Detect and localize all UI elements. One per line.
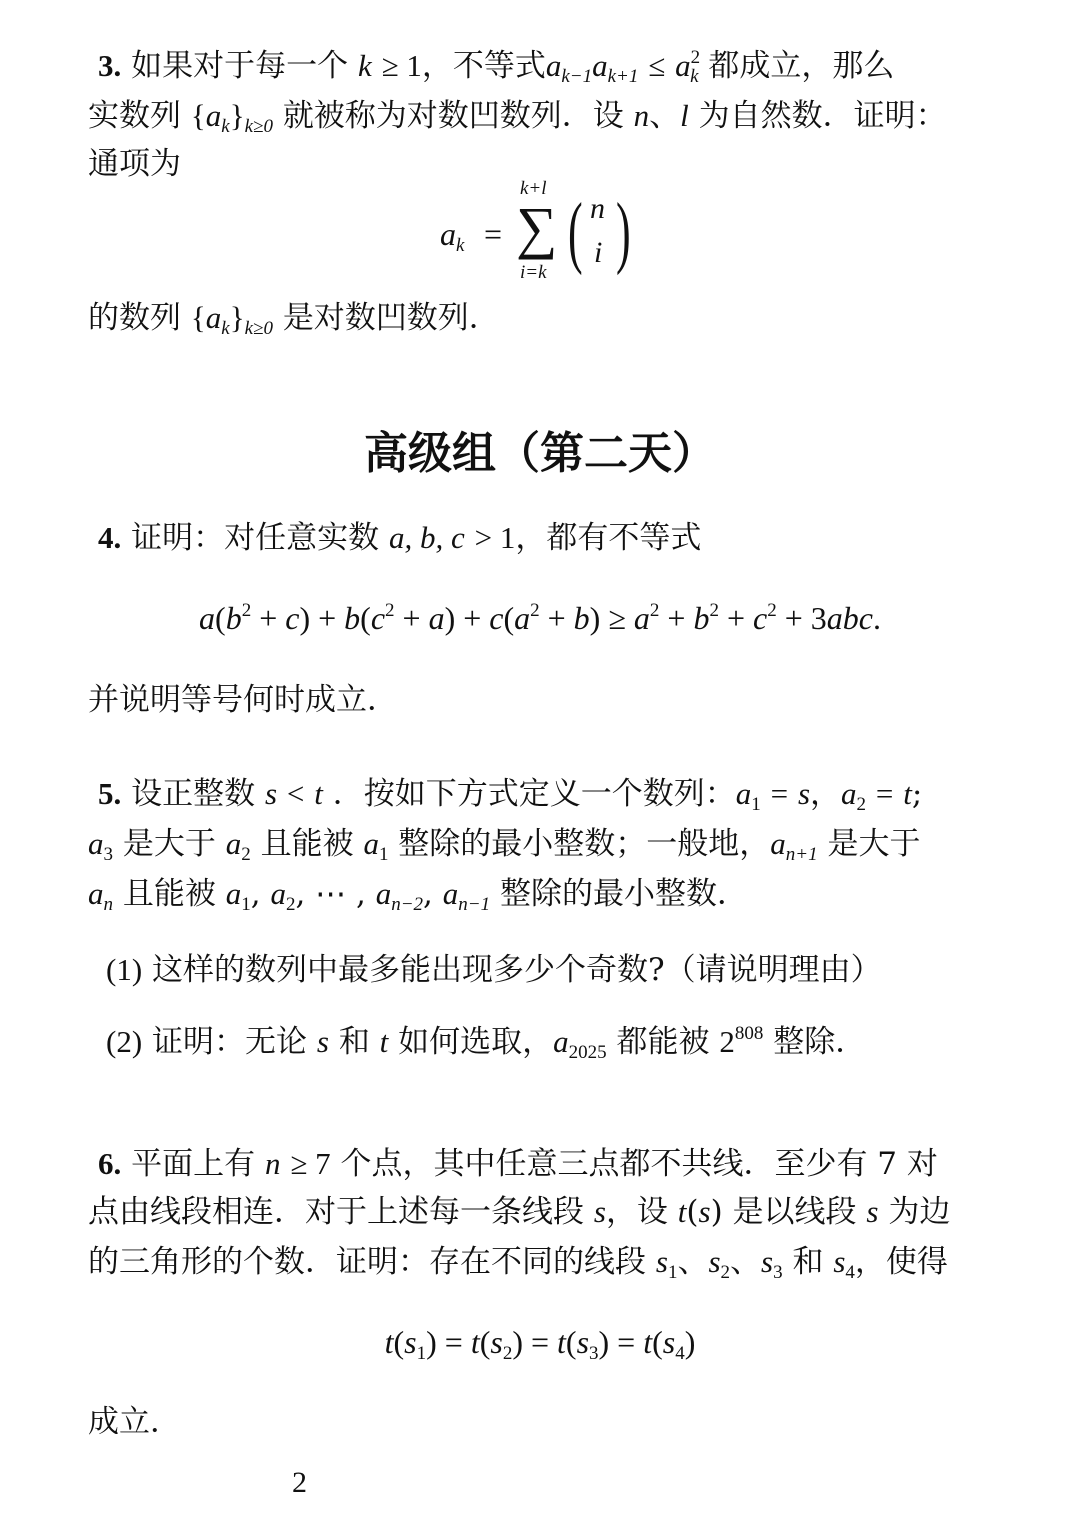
problem-4-line-1: 4. 证明：对任意实数 a, b, c > 1，都有不等式 <box>98 520 702 556</box>
problem-4-line-2: 并说明等号何时成立． <box>88 682 398 718</box>
problem-5-part-1: (1) 这样的数列中最多能出现多少个奇数?（请说明理由） <box>106 952 882 988</box>
problem-4-number: 4. <box>98 520 122 555</box>
problem-5-line-1: 5. 设正整数 s < t ．按如下方式定义一个数列：$a_1 = s$，$a_2 = t$; <box>98 776 923 815</box>
problem-6-number: 6. <box>98 1146 122 1181</box>
page-number: 2 <box>292 1466 307 1499</box>
problem-6-line-2: 点由线段相连．对于上述每一条线段 s，设 t(s) 是以线段 s 为边 <box>88 1194 951 1230</box>
inequality-formula: $a(b^2 + c) + b(c^2 + a) + c(a^2 + b) \ge a^2 + b^2 + c^2 + 3abc$. <box>199 600 881 636</box>
sum-formula: $a_k$ = k+l ∑ i=k ( n i ) <box>440 178 631 283</box>
problem-5-line-2: $a_3$ 是大于 $a_2$ 且能被 $a_1$ 整除的最小整数；一般地，$a_{n+1}$ 是大于 <box>88 826 921 865</box>
equality-formula: $t(s_1) = t(s_2) = t(s_3) = t(s_4)$ <box>384 1324 696 1364</box>
section-heading: 高级组（第二天） <box>364 428 716 479</box>
problem-6-line-1: 6. 平面上有 n ≥ 7 个点，其中任意三点都不共线．至少有 7 对 <box>98 1146 938 1182</box>
problem-6-line-4: 成立． <box>88 1404 181 1440</box>
problem-3-number: 3. <box>98 48 122 83</box>
problem-3-line-4: 的数列 $\{a_k\}_{k\ge 0}$ 是对数凹数列． <box>88 300 500 339</box>
problem-5-number: 5. <box>98 776 122 811</box>
problem-3-line-2: 实数列 $\{a_k\}_{k\ge 0}$ 就被称为对数凹数列．设 n、l 为自然数．证明： <box>88 98 947 137</box>
problem-6-line-3: 的三角形的个数．证明：存在不同的线段 $s_1$、$s_2$、$s_3$ 和 $s_4$，使得 <box>88 1244 948 1283</box>
problem-5-part-2: (2) 证明：无论 s 和 t 如何选取，$a_{2025}$ 都能被 $2^{808}$ 整除． <box>106 1023 867 1063</box>
problem-5-line-3: $a_n$ 且能被 $a_1$, $a_2$, ⋯ , $a_{n-2}$, $a_{n-1}$ 整除的最小整数． <box>88 876 748 915</box>
problem-3-line-3: 通项为 <box>88 146 181 182</box>
problem-3-line-1: 3. 如果对于每一个 k ≥ 1，不等式$a_{k-1}a_{k+1} \le a^2_k$ 都成立，那么 <box>98 47 895 87</box>
